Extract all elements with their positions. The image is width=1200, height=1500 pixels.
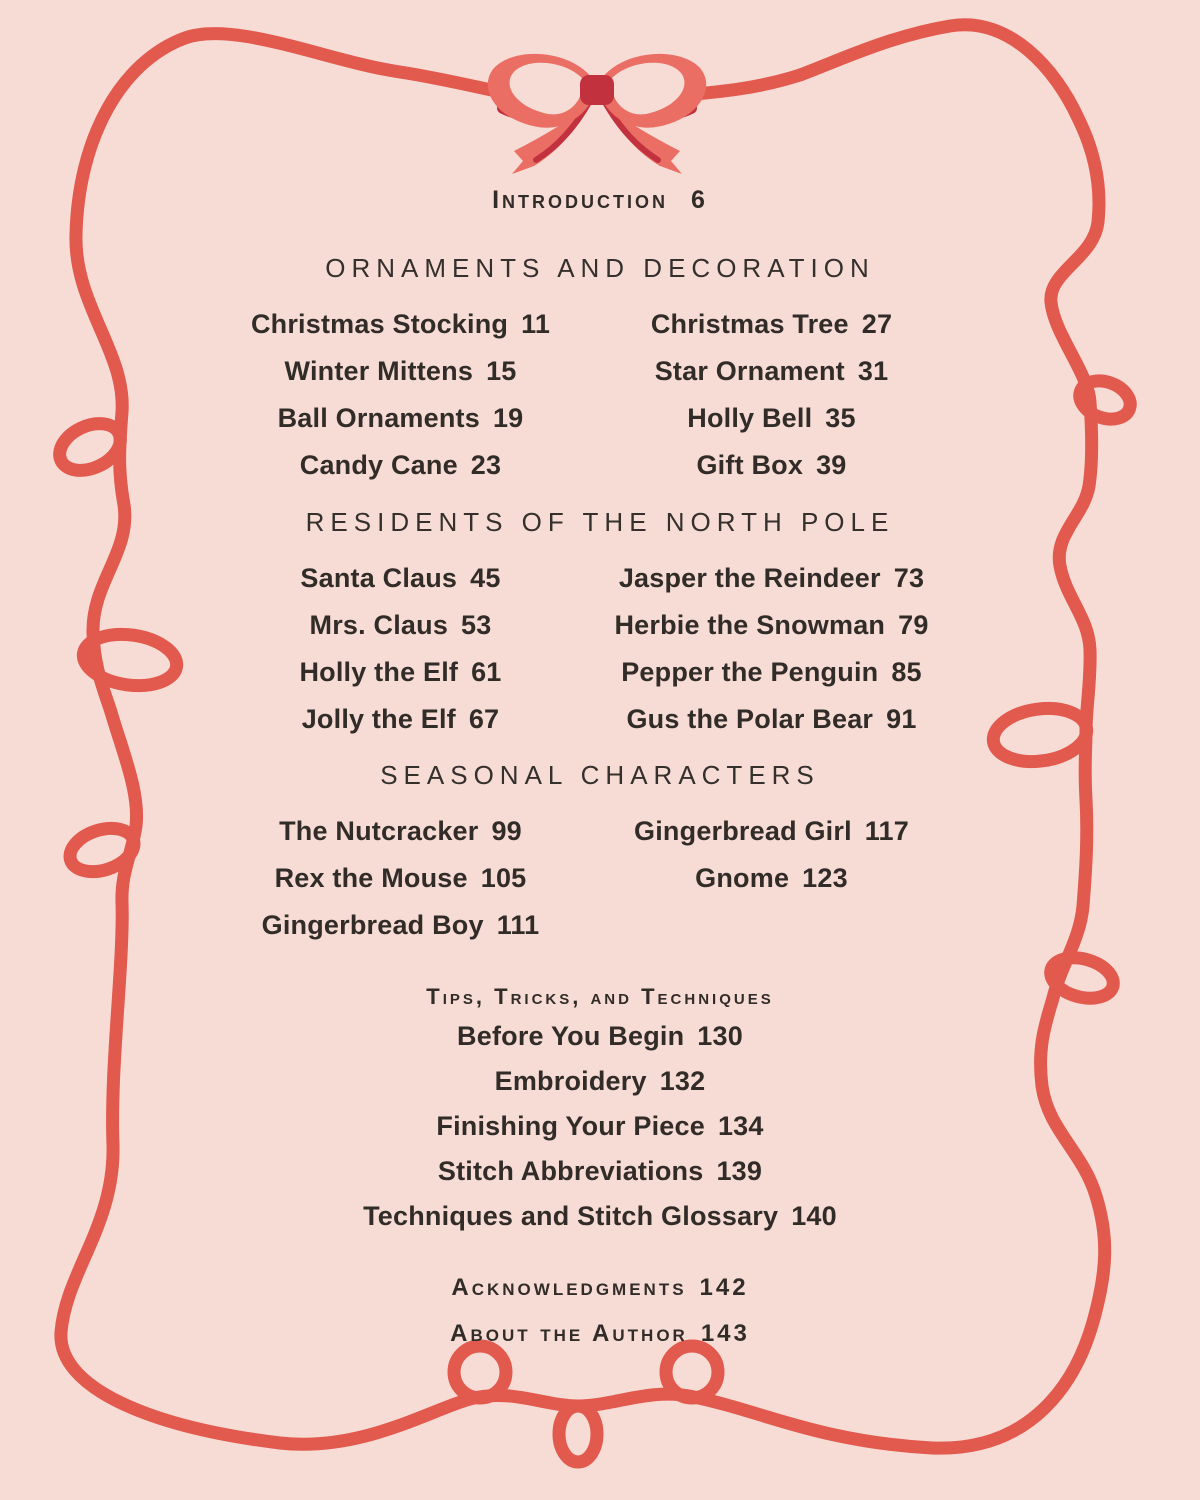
entry-page: 140 bbox=[791, 1201, 837, 1231]
toc-entry bbox=[586, 442, 957, 489]
entry-label: Christmas Stocking bbox=[250, 309, 509, 339]
section-ornaments-and-decoration bbox=[13, 253, 1187, 489]
entry-page: 53 bbox=[461, 610, 492, 640]
entry-page: 111 bbox=[496, 910, 540, 940]
toc-entry bbox=[215, 301, 586, 348]
toc-entry bbox=[13, 1149, 1187, 1194]
entry-label: Gingerbread Girl bbox=[634, 816, 852, 846]
squiggle-ribbon-border bbox=[52, 25, 1135, 1462]
bow-knot bbox=[580, 75, 614, 105]
entry-page: 105 bbox=[480, 863, 527, 893]
toc-entry bbox=[215, 555, 586, 602]
section-seasonal-characters bbox=[13, 760, 1187, 949]
toc-entry bbox=[215, 808, 586, 855]
entry-page: 91 bbox=[886, 704, 917, 734]
toc-entry bbox=[215, 696, 586, 743]
entry-label: Before You Begin bbox=[457, 1021, 685, 1051]
entry-page: 27 bbox=[861, 309, 893, 339]
entry-page: 11 bbox=[521, 309, 551, 339]
entry-label: Acknowledgments bbox=[451, 1274, 687, 1301]
toc-entry bbox=[586, 855, 957, 902]
intro-label: Introduction bbox=[492, 186, 669, 214]
toc-entry bbox=[215, 442, 586, 489]
entry-label: Holly Bell bbox=[687, 403, 813, 433]
entry-label: The Nutcracker bbox=[279, 816, 479, 846]
entry-page: 67 bbox=[468, 704, 500, 734]
toc-grid bbox=[215, 808, 957, 949]
toc-entry bbox=[586, 602, 957, 649]
entry-page: 130 bbox=[697, 1021, 743, 1051]
entry-page: 117 bbox=[864, 816, 909, 846]
entry-label: Christmas Tree bbox=[650, 309, 849, 339]
toc-entry-about-the-author bbox=[13, 1311, 1187, 1357]
entry-label: Gingerbread Boy bbox=[261, 910, 484, 940]
toc-entry bbox=[215, 602, 586, 649]
intro-page-number: 6 bbox=[690, 186, 708, 214]
toc-entry-acknowledgments bbox=[13, 1265, 1187, 1311]
toc-grid bbox=[215, 555, 957, 743]
intro-line bbox=[13, 184, 1187, 216]
toc-entry bbox=[13, 1014, 1187, 1059]
ribbon-bow-icon bbox=[488, 54, 706, 174]
entry-page: 35 bbox=[825, 403, 856, 433]
entry-label: Herbie the Snowman bbox=[614, 610, 886, 640]
entry-page: 132 bbox=[659, 1066, 706, 1096]
toc-entry bbox=[586, 348, 957, 395]
entry-page: 85 bbox=[891, 657, 922, 687]
entry-page: 73 bbox=[893, 563, 925, 593]
entry-label: Mrs. Claus bbox=[309, 610, 449, 640]
entry-page: 23 bbox=[470, 450, 502, 480]
entry-label: Rex the Mouse bbox=[274, 863, 468, 893]
entry-page: 19 bbox=[492, 403, 524, 433]
entry-page: 61 bbox=[471, 657, 502, 687]
entry-label: Jolly the Elf bbox=[301, 704, 456, 734]
toc-entry bbox=[215, 395, 586, 442]
entry-page: 31 bbox=[857, 356, 889, 386]
entry-label: Stitch Abbreviations bbox=[437, 1156, 704, 1186]
toc-entry bbox=[13, 1194, 1187, 1239]
toc-entry bbox=[13, 1104, 1187, 1149]
entry-page: 139 bbox=[716, 1156, 763, 1186]
toc-grid bbox=[215, 301, 957, 489]
entry-label: Santa Claus bbox=[300, 563, 458, 593]
toc-entry bbox=[586, 649, 957, 696]
toc-entry bbox=[586, 808, 957, 855]
toc-entry bbox=[586, 301, 957, 348]
entry-label: Ball Ornaments bbox=[277, 403, 480, 433]
entry-label: Gift Box bbox=[696, 450, 804, 480]
entry-label: Holly the Elf bbox=[299, 657, 459, 687]
toc-entry bbox=[586, 395, 957, 442]
toc-entry bbox=[586, 555, 957, 602]
backmatter bbox=[13, 1265, 1187, 1357]
toc-entry bbox=[586, 696, 957, 743]
entry-label: Winter Mittens bbox=[284, 356, 474, 386]
entry-page: 99 bbox=[491, 816, 522, 846]
entry-page: 39 bbox=[816, 450, 847, 480]
entry-label: Finishing Your Piece bbox=[436, 1111, 705, 1141]
entry-page: 45 bbox=[470, 563, 501, 593]
entry-page: 15 bbox=[486, 356, 517, 386]
entry-label: Embroidery bbox=[494, 1066, 647, 1096]
section-title: SEASONAL CHARACTERS bbox=[380, 760, 820, 790]
entry-page: 143 bbox=[700, 1320, 750, 1347]
entry-label: Jasper the Reindeer bbox=[618, 563, 881, 593]
entry-page: 79 bbox=[898, 610, 929, 640]
toc-entry bbox=[215, 902, 586, 949]
toc-entry bbox=[215, 649, 586, 696]
entry-label: Candy Cane bbox=[299, 450, 458, 480]
entry-label: Gnome bbox=[695, 863, 790, 893]
section-title: Tips, Tricks, and Techniques bbox=[426, 984, 774, 1009]
entry-label: Gus the Polar Bear bbox=[626, 704, 874, 734]
entry-label: Techniques and Stitch Glossary bbox=[363, 1201, 779, 1231]
entry-label: About the Author bbox=[450, 1320, 688, 1347]
entry-page: 134 bbox=[717, 1111, 764, 1141]
toc-entry bbox=[215, 348, 586, 395]
entry-label: Pepper the Penguin bbox=[621, 657, 879, 687]
toc-entry-empty bbox=[586, 902, 957, 949]
entry-label: Star Ornament bbox=[654, 356, 845, 386]
section-tips-tricks-techniques bbox=[13, 982, 1187, 1239]
toc-entry bbox=[13, 1059, 1187, 1104]
section-title: RESIDENTS OF THE NORTH POLE bbox=[305, 507, 895, 537]
toc-entry bbox=[215, 855, 586, 902]
section-title: ORNAMENTS AND DECORATION bbox=[325, 253, 875, 283]
entry-page: 123 bbox=[802, 863, 848, 893]
entry-page: 142 bbox=[699, 1274, 749, 1301]
section-residents-of-the-north-pole bbox=[13, 507, 1187, 743]
